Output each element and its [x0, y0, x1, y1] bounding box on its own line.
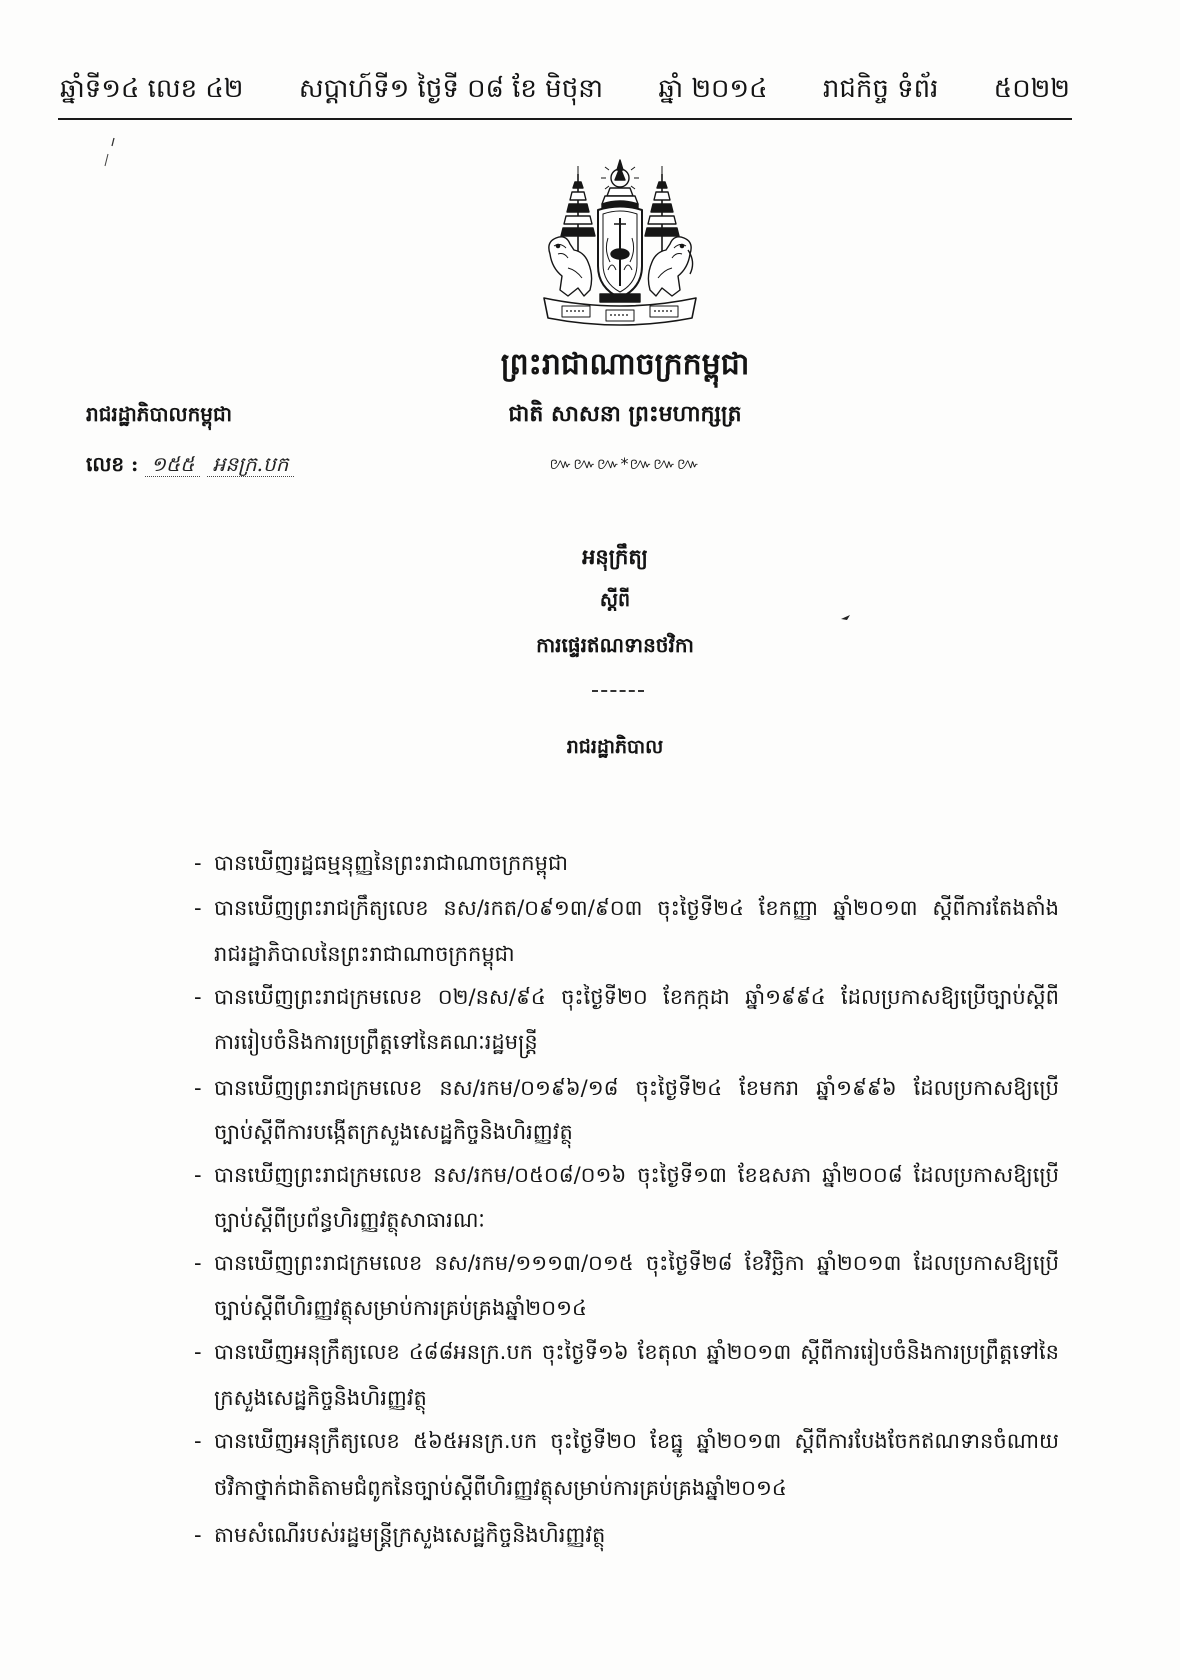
list-bullet: - [194, 851, 202, 875]
preamble-item-6-line-1: បានឃើញព្រះរាជក្រមលេខ នស/រកម/១១១៣/០១៥ ចុះថ្ងៃទី២៨ ខែវិច្ឆិកា ឆ្នាំ២០១៣ ដែលប្រកាសឱ្យប្រើ [214, 1251, 1059, 1275]
preamble-item-7-line-2: ក្រសួងសេដ្ឋកិច្ចនិងហិរញ្ញវត្ថុ [214, 1386, 427, 1410]
preamble-item-2-line-2: រាជរដ្ឋាភិបាលនៃព្រះរាជាណាចក្រកម្ពុជា [214, 942, 515, 966]
scan-mark [100, 136, 120, 170]
document-number [86, 446, 386, 482]
document-number-value: ១៥៥ [145, 452, 200, 477]
title-divider [592, 690, 644, 692]
preamble-item-4-line-1: បានឃើញព្រះរាជក្រមលេខ នស/រកម/០១៩៦/១៨ ចុះថ្ងៃទី២៤ ខែមករា ឆ្នាំ១៩៩៦ ដែលប្រកាសឱ្យប្រើ [214, 1076, 1059, 1100]
preamble-item-6-line-2: ច្បាប់ស្តីពីហិរញ្ញវត្ថុសម្រាប់ការគ្រប់គ្រងឆ្នាំ២០១៤ [214, 1296, 587, 1320]
list-bullet: - [194, 1523, 202, 1547]
preamble-item-8-line-1: បានឃើញអនុក្រឹត្យលេខ ៥៦៥អនក្រ.បក ចុះថ្ងៃទី២០ ខែធ្នូ ឆ្នាំ២០១៣ ស្តីពីការបែងចែកឥណទានចំណាយ [214, 1429, 1059, 1453]
preamble-item-7-line-1: បានឃើញអនុក្រឹត្យលេខ ៤៨៨អនក្រ.បក ចុះថ្ងៃទី១៦ ខែតុលា ឆ្នាំ២០១៣ ស្តីពីការរៀបចំនិងការប្រព្រឹត្តទៅនៃ [214, 1340, 1059, 1364]
document-number-suffix: អនក្រ.បក [207, 452, 295, 477]
preamble-item-5-line-1: បានឃើញព្រះរាជក្រមលេខ នស/រកម/០៥០៨/០១៦ ចុះថ្ងៃទី១៣ ខែឧសភា ឆ្នាំ២០០៨ ដែលប្រកាសឱ្យប្រើ [214, 1163, 1059, 1187]
gazette-name-page-label: រាជកិច្ច ទំព័រ [822, 74, 939, 104]
preamble-item-8-line-2: ថវិកាថ្នាក់ជាតិតាមជំពូកនៃច្បាប់ស្តីពីហិរញ្ញវត្ថុសម្រាប់ការគ្រប់គ្រងឆ្នាំ២០១៤ [214, 1476, 787, 1500]
document-about: ស្តីពី [599, 589, 631, 611]
list-bullet: - [194, 896, 202, 920]
document-number-label: លេខ : [86, 452, 139, 476]
preamble-item-3-line-2: ការរៀបចំនិងការប្រព្រឹត្តទៅនៃគណៈរដ្ឋមន្ត្រី [214, 1030, 538, 1054]
gazette-header [60, 66, 1070, 112]
national-motto: ជាតិ សាសនា ព្រះមហាក្សត្រ [508, 401, 742, 427]
scan-mark [840, 612, 852, 622]
list-bullet: - [194, 1251, 202, 1275]
issuing-government: រាជរដ្ឋាភិបាលកម្ពុជា [86, 402, 232, 426]
gazette-year-issue: ឆ្នាំទី១៤ លេខ ៤២ [60, 74, 244, 104]
preamble-item-2-line-1: បានឃើញព្រះរាជក្រឹត្យលេខ នស/រកត/០៩១៣/៩០៣ ចុះថ្ងៃទី២៤ ខែកញ្ញា ឆ្នាំ២០១៣ ស្តីពីការតែងតាំង [214, 896, 1059, 920]
list-bullet: - [194, 1340, 202, 1364]
preamble-item-3-line-1: បានឃើញព្រះរាជក្រមលេខ ០២/នស/៩៤ ចុះថ្ងៃទី២០ ខែកក្កដា ឆ្នាំ១៩៩៤ ដែលប្រកាសឱ្យប្រើច្បាប់ស្តីពី [214, 985, 1059, 1009]
preamble-item-4-line-2: ច្បាប់ស្តីពីការបង្កើតក្រសួងសេដ្ឋកិច្ចនិងហិរញ្ញវត្ថុ [214, 1120, 573, 1144]
preamble-item-9-line-1: តាមសំណើរបស់រដ្ឋមន្ត្រីក្រសួងសេដ្ឋកិច្ចនិងហិរញ្ញវត្ថុ [214, 1523, 606, 1547]
gazette-year: ឆ្នាំ ២០១៤ [658, 74, 768, 104]
gazette-week-date: សប្តាហ៍ទី១ ថ្ងៃទី ០៨ ខែ មិថុនា [298, 74, 603, 104]
document-subject: ការផ្ទេរឥណទានថវិកា [536, 633, 694, 657]
coat-of-arms-emblem [538, 158, 702, 336]
list-bullet: - [194, 1076, 202, 1100]
list-bullet: - [194, 1163, 202, 1187]
header-rule [58, 118, 1072, 120]
list-bullet: - [194, 1429, 202, 1453]
preamble-item-5-line-2: ច្បាប់ស្តីពីប្រព័ន្ធហិរញ្ញវត្ថុសាធារណៈ [214, 1208, 485, 1232]
document-type: អនុក្រឹត្យ [582, 544, 648, 569]
ornament-separator: ៚៚៚*៚៚៚ [549, 454, 701, 473]
gazette-page-number: ៥០២២ [993, 74, 1070, 104]
list-bullet: - [194, 985, 202, 1009]
preamble-item-1-line-1: បានឃើញរដ្ឋធម្មនុញ្ញនៃព្រះរាជាណាចក្រកម្ពុជា [214, 851, 568, 875]
document-issuer: រាជរដ្ឋាភិបាល [566, 736, 664, 758]
kingdom-title: ព្រះរាជាណាចក្រកម្ពុជា [500, 347, 750, 382]
